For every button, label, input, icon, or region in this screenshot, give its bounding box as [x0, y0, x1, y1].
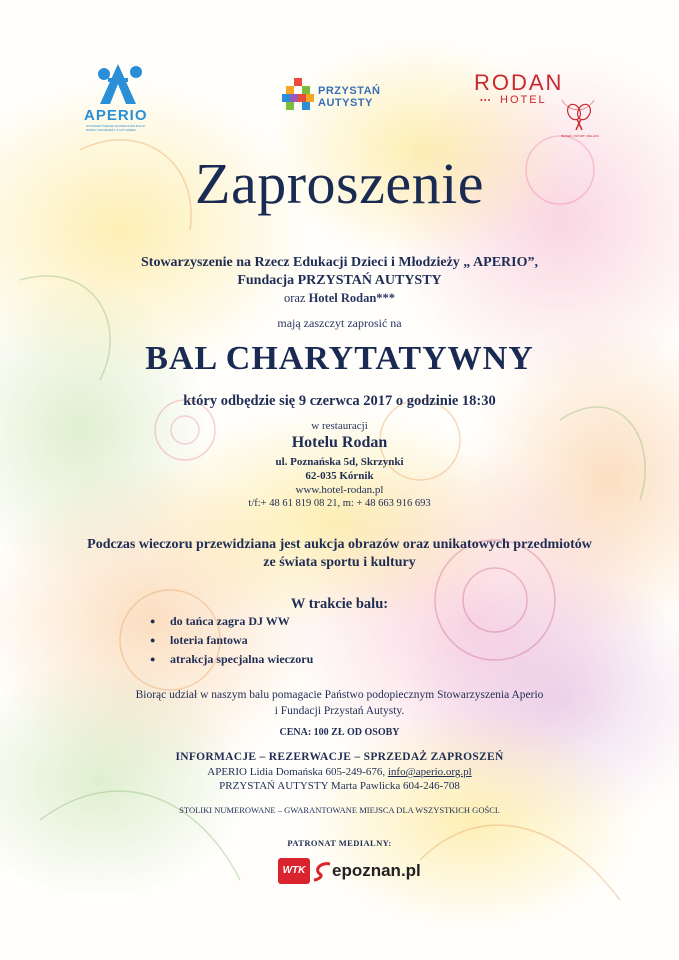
przystan-autysty-logo [282, 78, 392, 118]
contact-przystan: PRZYSTAŃ AUTYSTY Marta Pawlicka 604-246-708 [219, 780, 460, 792]
bullet-icon: ● [150, 635, 156, 645]
house-icon [282, 78, 314, 112]
program-item-text: do tańca zagra DJ WW [170, 614, 290, 628]
organizer-hotel: Hotel Rodan*** [308, 291, 396, 305]
venue-street: ul. Poznańska 5d, Skrzynki [275, 456, 404, 468]
contact-aperio-email[interactable]: info@aperio.org.pl [387, 766, 472, 778]
venue-city: 62-035 Kórnik [305, 470, 374, 482]
rodan-ring-text: BIZNES | SPORT | RELAKS [561, 134, 599, 138]
contact-heading: INFORMACJE – REZERWACJE – SPRZEDAŻ ZAPROSZEŃ [175, 751, 504, 763]
contact-aperio-person: APERIO Lidia Domańska 605-249-676, [207, 766, 388, 778]
organizer-line-3-prefix: oraz [283, 291, 309, 305]
program-list [150, 612, 313, 669]
invite-phrase: mają zaszczyt zaprosić na [277, 316, 402, 330]
organizer-line-1: Stowarzyszenie na Rzecz Edukacji Dzieci i Młodzieży „ APERIO”, [141, 255, 538, 270]
program-item-text: atrakcja specjalna wieczoru [170, 652, 314, 666]
ticket-price: CENA: 100 ZŁ OD OSOBY [279, 727, 400, 738]
support-line-2: i Fundacji Przystań Autysty. [274, 705, 405, 717]
auction-line-2: ze świata sportu i kultury [263, 555, 416, 570]
page-title: Zaproszenie [195, 151, 484, 216]
contact-aperio [0, 766, 679, 779]
epoznan-text: epoznan.pl [332, 861, 421, 880]
aperio-subtitle: STOWARZYSZENIE NA RZECZ EDUKACJI DZIECI I MŁODZIEŻY Z AUTYZMEM [86, 124, 146, 132]
rodan-name: RODAN [474, 70, 564, 95]
rodan-hotel-logo [474, 70, 604, 140]
aperio-figure-icon [78, 60, 158, 108]
event-date: który odbędzie się 9 czerwca 2017 o godzinie 18:30 [183, 393, 496, 409]
program-item-text: loteria fantowa [170, 633, 248, 647]
program-item [150, 650, 313, 669]
venue-phone: t/f:+ 48 61 819 08 21, m: + 48 663 916 693 [248, 498, 431, 509]
bullet-icon: ● [150, 654, 156, 664]
program-heading: W trakcie balu: [290, 596, 389, 612]
epoznan-swirl-icon [314, 860, 332, 882]
venue-name: Hotelu Rodan [291, 434, 388, 451]
aperio-logo [78, 60, 158, 140]
przystan-line1: PRZYSTAŃ [318, 85, 381, 97]
media-heading: PATRONAT MEDIALNY: [287, 838, 392, 848]
venue-intro: w restauracji [311, 420, 368, 432]
wtk-text: WTK [282, 865, 306, 876]
aperio-name: APERIO [84, 107, 148, 124]
organizer-line-2: Fundacja PRZYSTAŃ AUTYSTY [237, 273, 442, 288]
bullet-icon: ● [150, 616, 156, 626]
venue-website[interactable]: www.hotel-rodan.pl [295, 484, 384, 496]
event-name: BAL CHARYTATYWNY [145, 340, 534, 377]
epoznan-logo [314, 860, 421, 884]
rodan-dots: ••• [480, 96, 492, 105]
tennis-racket-icon [558, 92, 598, 136]
wtk-logo [278, 858, 310, 884]
program-item [150, 631, 313, 650]
rodan-sub: HOTEL [500, 94, 547, 106]
tables-note: STOLIKI NUMEROWANE – GWARANTOWANE MIEJSCA DLA WSZYSTKICH GOŚCI. [179, 805, 500, 815]
support-line-1: Biorąc udział w naszym balu pomagacie Państwo podopiecznym Stowarzyszenia Aperio [135, 689, 544, 701]
przystan-line2: AUTYSTY [318, 97, 373, 109]
organizer-line-3 [0, 291, 679, 306]
auction-line-1: Podczas wieczoru przewidziana jest aukcja obrazów oraz unikatowych przedmiotów [87, 537, 592, 552]
program-item [150, 612, 313, 631]
